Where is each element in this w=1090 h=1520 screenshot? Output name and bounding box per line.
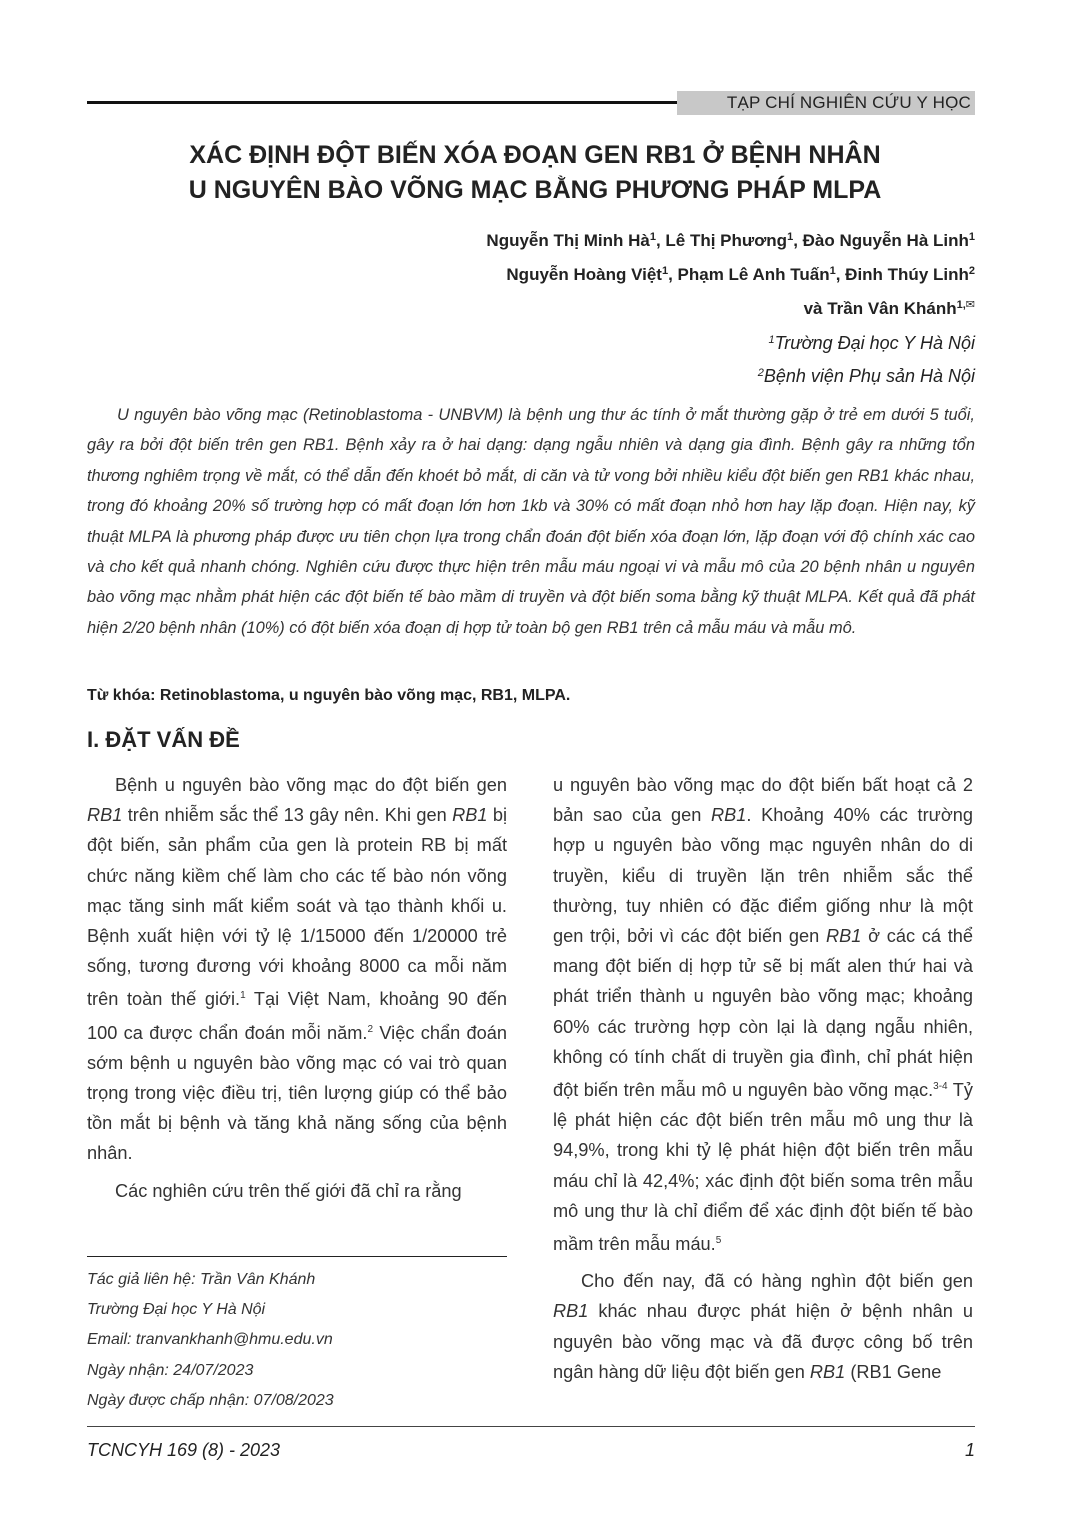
- body-column-left: [87, 770, 507, 1206]
- author-list: Nguyễn Thị Minh $Hà^1$, Lê Thị Phương$^1$, Đào Nguyễn Hà Linh$^1$ Nguyễn Hoàng Việt$^1$, Phạm Lê Anh Tuấn$^1$, Đinh Thúy Linh$^2$ và Trần Vân Khánh$^{1,✉}$: [486, 231, 975, 318]
- footnote-rule: [87, 1256, 507, 1257]
- section-heading: I. ĐẶT VẤN ĐỀ: [87, 727, 240, 752]
- author-name: Đinh Thúy Linh: [845, 265, 969, 284]
- footer-rule: [87, 1426, 975, 1427]
- paragraph: Bệnh u nguyên bào võng mạc do đột biến gen RB1 trên nhiễm sắc thể 13 gây nên. Khi gen RB1 bị đột biến, sản phẩm của gen là protein RB bị mất chức năng kiềm chế làm cho các tế bào nón võng mạc tăng sinh mất kiểm soát và tạo thành khối u. Bệnh xuất hiện với tỷ lệ 1/15000 đến 1/20000 trẻ sống, tương đương với khoảng 8000 ca mỗi năm trên toàn thế giới.$^1$ Tại Việt Nam, khoảng 90 đến 100 ca được chẩn đoán mỗi năm.$^2$ Việc chẩn đoán sớm bệnh u nguyên bào võng mạc có vai trò quan trọng trong việc điều trị, tiên lượng giúp có thể bảo tồn mắt bị bệnh và tăng khả năng sống của bệnh nhân.: [87, 775, 507, 1164]
- header-rule: [87, 101, 677, 104]
- corresponding-email: Email: tranvankhanh@hmu.edu.vn: [87, 1331, 333, 1349]
- page-number: 1: [964, 1440, 975, 1460]
- author-name: Nguyễn Thị Minh Hà: [486, 231, 650, 250]
- citation-ref: 1: [240, 990, 246, 1002]
- author-name: Phạm Lê Anh Tuấn: [677, 265, 830, 284]
- corresponding-mark: 1,✉: [956, 299, 975, 311]
- received-date: Ngày nhận: 24/07/2023: [87, 1361, 254, 1379]
- affiliation-1: $^1$Trường Đại học Y Hà Nội: [768, 333, 975, 353]
- author-name: Lê Thị Phương: [665, 231, 788, 250]
- author-name: Nguyễn Hoàng Việt: [506, 265, 662, 284]
- corresponding-author: Tác giả liên hệ: Trần Vân Khánh: [87, 1271, 316, 1288]
- paragraph: Các nghiên cứu trên thế giới đã chỉ ra rằng: [115, 1180, 462, 1201]
- paragraph: Cho đến nay, đã có hàng nghìn đột biến gen RB1 khác nhau được phát hiện ở bệnh nhân u nguyên bào võng mạc và đã được công bố trên ngân hàng dữ liệu đột biến gen RB1 (RB1 Gene: [553, 1271, 973, 1382]
- affiliations: [375, 325, 975, 391]
- footer-citation: TCNCYH 169 (8) - 2023: [87, 1440, 281, 1460]
- article-title: [120, 138, 950, 208]
- title-line-2: U NGUYÊN BÀO VÕNG MẠC BẰNG PHƯƠNG PHÁP MLPA: [188, 176, 882, 204]
- paragraph: u nguyên bào võng mạc do đột biến bất hoạt cả 2 bản sao của gen RB1. Khoảng 40% các trường hợp u nguyên bào võng mạc nguyên nhân do di truyền, kiểu di truyền lặn trên nhiễm sắc thể thường, tuy nhiên có đặc điểm giống như là một gen trội, bởi vì các đột biến gen RB1 ở các cá thể mang đột biến dị hợp tử sẽ bị mất alen thứ hai và phát triển thành u nguyên bào võng mạc; khoảng 60% các trường hợp còn lại là dạng ngẫu nhiên, không có tính chất di truyền gia đình, chỉ phát hiện đột biến trên mẫu mô u nguyên bào võng mạc.$^{3-4}$ Tỷ lệ phát hiện các đột biến trên mẫu mô ung thư là 94,9%, trong khi tỷ lệ phát hiện đột biến trên mẫu máu chỉ là 42,4%; xác định đột biến soma trên mẫu mô ung thư là chỉ điểm để xác định đột biến tế bào mầm trên mẫu máu.$^5$: [553, 775, 974, 1255]
- keywords: Từ khóa: Retinoblastoma, u nguyên bào võng mạc, RB1, MLPA.: [87, 687, 571, 704]
- corresponding-institution: Trường Đại học Y Hà Nội: [87, 1301, 266, 1319]
- title-line-1: XÁC ĐỊNH ĐỘT BIẾN XÓA ĐOẠN GEN RB1 Ở BỆNH NHÂN: [189, 141, 881, 169]
- citation-ref: 3-4: [933, 1081, 948, 1093]
- affiliation-2: $^2$Bệnh viện Phụ sản Hà Nội: [757, 366, 975, 386]
- accepted-date: Ngày được chấp nhận: 07/08/2023: [87, 1391, 334, 1409]
- journal-name: TẠP CHÍ NGHIÊN CỨU Y HỌC: [677, 91, 975, 115]
- body-column-right: [553, 770, 973, 1387]
- citation-ref: 5: [715, 1235, 722, 1247]
- author-name: và Trần Vân Khánh: [803, 299, 957, 318]
- abstract: U nguyên bào võng mạc (Retinoblastoma - UNBVM) là bệnh ung thư ác tính ở mắt thường gặp ở trẻ em dưới 5 tuổi, gây ra bởi đột biến trên gen RB1. Bệnh xảy ra ở hai dạng: dạng ngẫu nhiên và dạng gia đình. Bệnh gây ra những tổn thương nghiêm trọng về mắt, có thể dẫn đến khoét bỏ mắt, di căn và tử vong bởi nhiều kiểu đột biến gen RB1 khác nhau, trong đó khoảng 20% số trường hợp có mất đoạn lớn hơn 1kb và 30% có mất đoạn nhỏ hơn hay lặp đoạn. Hiện nay, kỹ thuật MLPA là phương pháp được ưu tiên chọn lựa trong chẩn đoán đột biến xóa đoạn lớn, lặp đoạn với độ chính xác cao và cho kết quả nhanh chóng. Nghiên cứu được thực hiện trên mẫu máu ngoại vi và mẫu mô của 20 bệnh nhân u nguyên bào võng mạc nhằm phát hiện các đột biến tế bào mầm di truyền và đột biến soma bằng kỹ thuật MLPA. Kết quả đã phát hiện 2/20 bệnh nhân (10%) có đột biến xóa đoạn dị hợp tử toàn bộ gen RB1 trên cả mẫu máu và mẫu mô.: [87, 406, 975, 637]
- author-name: Đào Nguyễn Hà Linh: [802, 231, 969, 250]
- citation-ref: 2: [367, 1023, 374, 1035]
- correspondence-footnote: [87, 1265, 507, 1416]
